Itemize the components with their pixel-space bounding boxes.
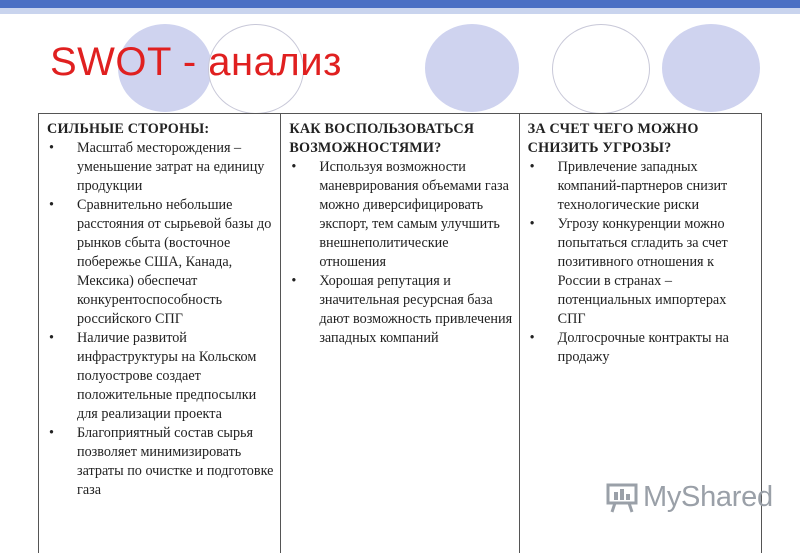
presentation-board-icon xyxy=(605,480,639,514)
list-item: • Привлечение западных компаний-партнеров снизит технологические риски xyxy=(528,158,755,215)
column-header: КАК ВОСПОЛЬЗОВАТЬСЯ ВОЗМОЖНОСТЯМИ? xyxy=(289,121,475,156)
column-header: ЗА СЧЕТ ЧЕГО МОЖНО СНИЗИТЬ УГРОЗЫ? xyxy=(527,121,699,156)
opportunities-column xyxy=(280,114,518,553)
watermark-logo xyxy=(605,480,773,514)
strengths-column xyxy=(39,114,280,553)
list-item: • Сравнительно небольшие расстояния от сырьевой базы до рынков сбыта (восточное побережье США, Канада, Мексика) обеспечат конкурентоспособность российского СПГ xyxy=(47,196,274,329)
slide-title: SWOT - анализ xyxy=(50,40,342,84)
decorative-circle xyxy=(662,24,760,112)
top-accent-bar xyxy=(0,0,800,8)
list-item: • Угрозу конкуренции можно попытаться сгладить за счет позитивного отношения к России в странах – потенциальных импортерах СПГ xyxy=(528,215,755,329)
column-header: СИЛЬНЫЕ СТОРОНЫ: xyxy=(47,121,210,137)
decorative-circle xyxy=(425,24,519,112)
list-item: • Используя возможности маневрирования объемами газа можно диверсифицировать экспорт, тем самым улучшить внешнеполитические отношения xyxy=(289,158,512,272)
decorative-circle xyxy=(552,24,650,114)
threats-list xyxy=(528,158,755,367)
list-item: • Благоприятный состав сырья позволяет минимизировать затраты по очистке и подготовке газа xyxy=(47,424,274,500)
strengths-list xyxy=(47,139,274,500)
list-item: • Наличие развитой инфраструктуры на Кольском полуострове создает положительные предпосылки для реализации проекта xyxy=(47,329,274,424)
opportunities-list xyxy=(289,158,512,348)
list-item: • Хорошая репутация и значительная ресурсная база дают возможность привлечения западных компаний xyxy=(289,272,512,348)
top-accent-bar-light xyxy=(0,8,800,14)
list-item: • Масштаб месторождения – уменьшение затрат на единицу продукции xyxy=(47,139,274,196)
watermark-text: MyShared xyxy=(643,480,773,513)
list-item: • Долгосрочные контракты на продажу xyxy=(528,329,755,367)
